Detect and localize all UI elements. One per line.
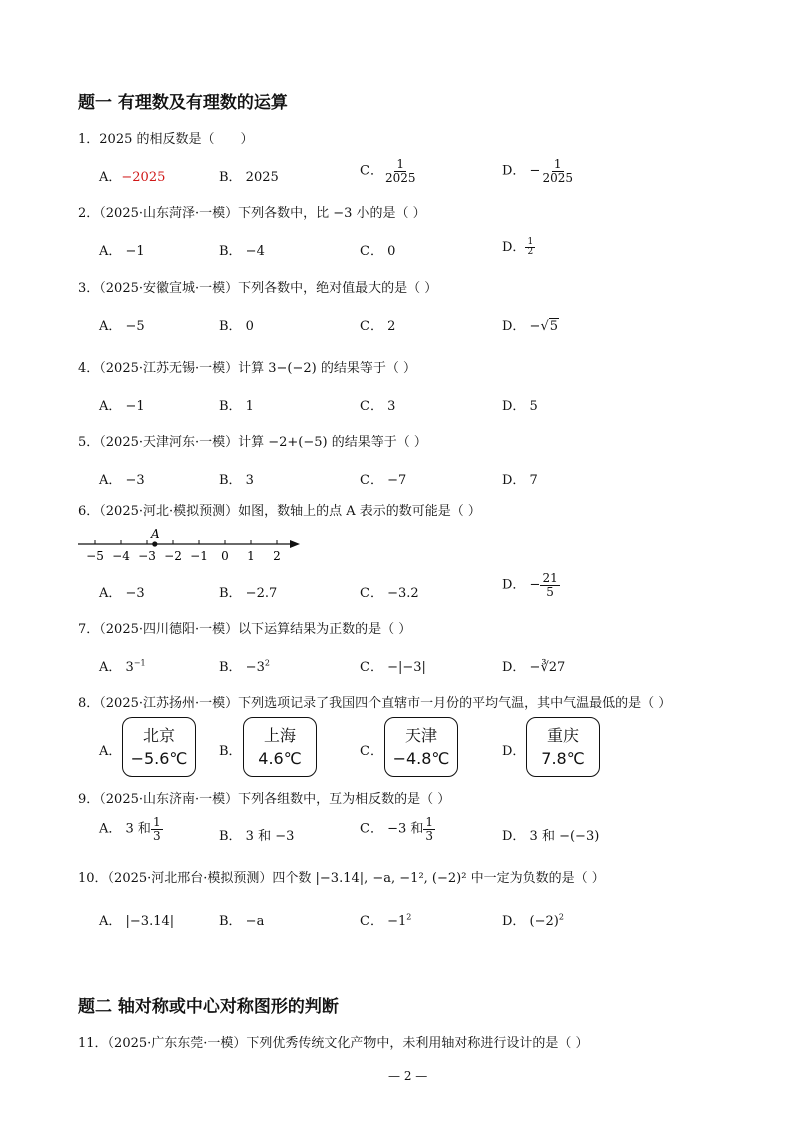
q5-option-b: B． 3 (219, 473, 254, 488)
number-line-figure (76, 526, 302, 566)
question-3: 3．（2025·安徽宣城·一模）下列各数中，绝对值最大的是（ ） (78, 281, 438, 296)
number-line-tick-label: −5 (86, 549, 104, 563)
q1-option-a: A．−2025 (99, 170, 166, 185)
number-line-tick-label: −3 (138, 549, 156, 563)
q2-option-b: B． −4 (219, 244, 265, 259)
q9-option-b: B． 3 和 −3 (219, 829, 295, 844)
q1-option-d: D． − $\frac{1}{2025}$ (502, 157, 573, 185)
number-line-tick-label: 0 (221, 549, 229, 563)
q1-option-b: B． 2025 (219, 170, 279, 185)
number-line-tick-label: −1 (190, 549, 208, 563)
q2-option-a: A． −1 (99, 244, 145, 259)
q3-option-a: A． −5 (99, 319, 145, 334)
q8-option-b-card (243, 717, 317, 777)
question-1: 1．2025 的相反数是（ ） (78, 132, 254, 147)
number-line-tick-label: 2 (273, 549, 281, 563)
q8-option-d-city: 重庆 (546, 725, 579, 745)
q10-option-c: C． $-1^2$ (360, 912, 412, 929)
number-line-tick-label: 1 (247, 549, 255, 563)
q8-option-d-temp: 7.8℃ (541, 749, 585, 768)
section-title-1: 题一 有理数及有理数的运算 (78, 93, 288, 113)
q8-option-d-letter: D． (502, 744, 526, 759)
q7-option-d: D． −∛27 (502, 660, 566, 675)
q10-option-d: D． $(-2)^2$ (502, 912, 564, 929)
q6-option-a: A． −3 (99, 586, 145, 601)
question-8: 8．（2025·江苏扬州·一模）下列选项记录了我国四个直辖市一月份的平均气温，其中气温最低的是（ ） (78, 696, 672, 711)
question-6: 6．（2025·河北·模拟预测）如图，数轴上的点 A 表示的数可能是（ ） (78, 504, 481, 519)
q5-option-d: D． 7 (502, 473, 538, 488)
q8-option-b-temp: 4.6℃ (258, 749, 302, 768)
q8-option-a-city: 北京 (142, 725, 175, 745)
question-4: 4．（2025·江苏无锡·一模）计算 3−(−2) 的结果等于（ ） (78, 361, 416, 376)
number-line-tick-label: −4 (112, 549, 130, 563)
q8-option-c-letter: C． (360, 744, 383, 759)
q8-option-a-temp: −5.6℃ (130, 749, 188, 768)
q8-option-a-letter: A． (99, 744, 122, 759)
q6-option-d: D． − $\frac{21}{5}$ (502, 571, 558, 599)
q5-option-c: C． −7 (360, 473, 407, 488)
question-11: 11．（2025·广东东莞·一模）下列优秀传统文化产物中，未利用轴对称进行设计的是（ ） (78, 1036, 589, 1051)
q8-option-b-letter: B． (219, 744, 242, 759)
q4-option-b: B． 1 (219, 399, 254, 414)
question-2: 2．（2025·山东菏泽·一模）下列各数中，比 −3 小的是（ ） (78, 206, 426, 221)
q4-option-a: A． −1 (99, 399, 145, 414)
q6-option-c: C． −3.2 (360, 586, 419, 601)
q10-option-b: B． −a (219, 914, 265, 929)
q2-option-d: D． $\frac{1}{2}$ (502, 236, 534, 257)
page-number: — 2 — (388, 1069, 428, 1083)
q4-option-d: D． 5 (502, 399, 538, 414)
q8-option-c-temp: −4.8℃ (392, 749, 450, 768)
q8-option-d-card (526, 717, 600, 777)
q3-option-d: D． −√5 (502, 319, 559, 334)
question-10: 10．（2025·河北邢台·模拟预测）四个数 |−3.14|, −a, −1², (−2)² 中一定为负数的是（ ） (78, 871, 605, 886)
q1-option-c: C． $\frac{1}{2025}$ (360, 157, 416, 185)
q7-option-b: B． $-3^2$ (219, 658, 270, 675)
point-a-label: A (151, 527, 160, 541)
q1-option-a-value: −2025 (121, 170, 166, 185)
q9-option-d: D． 3 和 −(−3) (502, 829, 600, 844)
q3-option-c: C． 2 (360, 319, 396, 334)
q6-option-b: B． −2.7 (219, 586, 278, 601)
q10-option-a: A． |−3.14| (99, 914, 175, 929)
section-title-2: 题二 轴对称或中心对称图形的判断 (78, 997, 339, 1017)
q7-option-a: A． $3^{-1}$ (99, 658, 146, 675)
q8-option-c-card (384, 717, 458, 777)
q8-option-b-city: 上海 (263, 725, 296, 745)
number-line-arrow (290, 540, 300, 548)
q5-option-a: A． −3 (99, 473, 145, 488)
number-line-tick-label: −2 (164, 549, 182, 563)
question-9: 9．（2025·山东济南·一模）下列各组数中，互为相反数的是（ ） (78, 792, 451, 807)
q3-option-b: B． 0 (219, 319, 254, 334)
q8-option-c-city: 天津 (404, 725, 437, 745)
q9-option-a: A． 3 和 $\frac{1}{3}$ (99, 815, 161, 843)
q8-option-a-card (122, 717, 196, 777)
q7-option-c: C． −|−3| (360, 660, 426, 675)
q4-option-c: C． 3 (360, 399, 396, 414)
q2-option-c: C． 0 (360, 244, 396, 259)
q9-option-c: C． −3 和 $\frac{1}{3}$ (360, 815, 434, 843)
point-a-dot (152, 541, 157, 546)
question-7: 7．（2025·四川德阳·一模）以下运算结果为正数的是（ ） (78, 622, 412, 637)
question-5: 5．（2025·天津河东·一模）计算 −2+(−5) 的结果等于（ ） (78, 435, 427, 450)
